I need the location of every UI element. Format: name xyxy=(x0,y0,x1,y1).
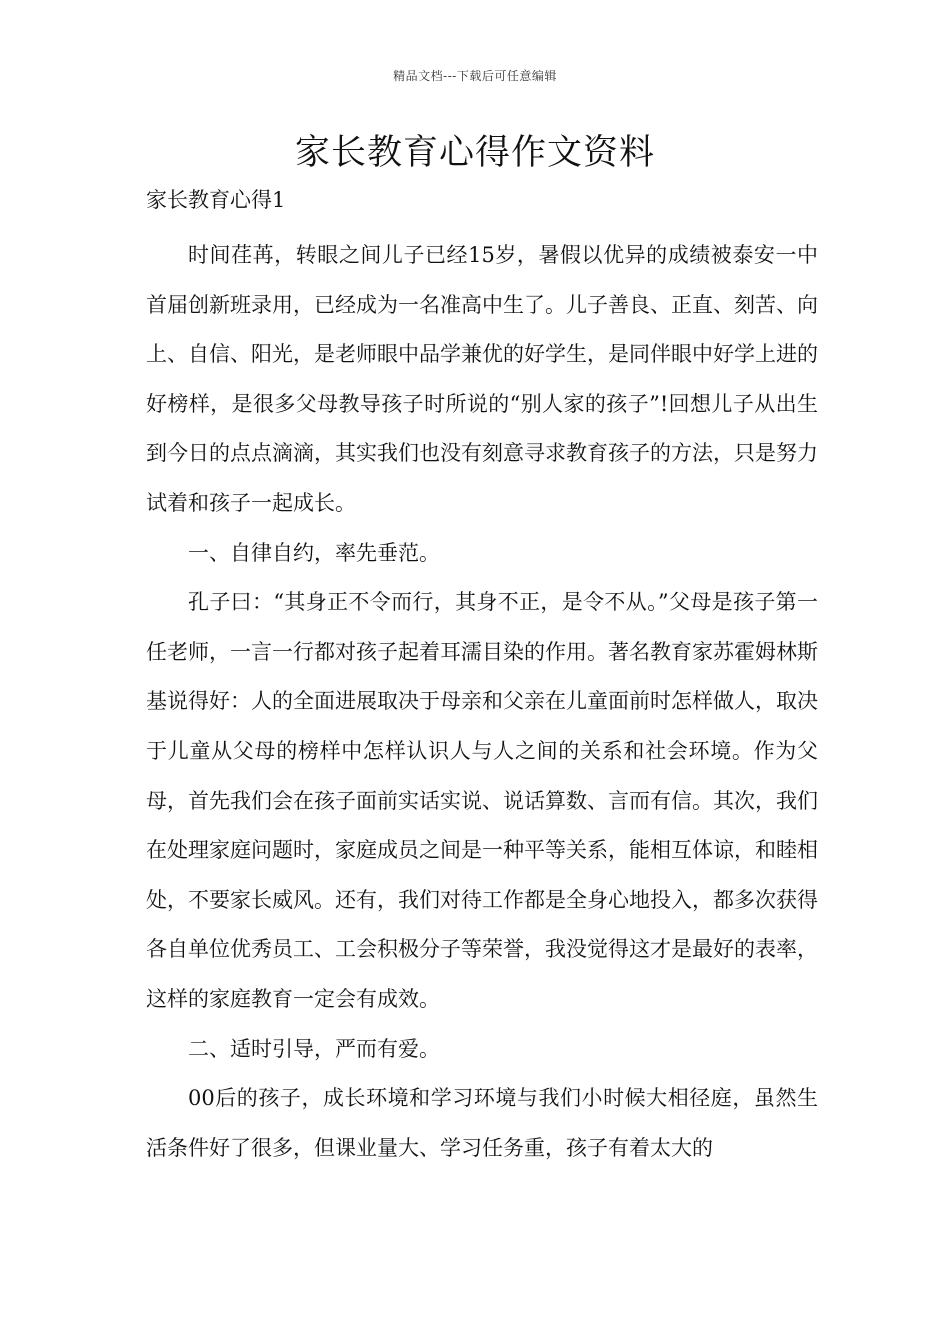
header-note: 精品文档---下载后可任意编辑 xyxy=(393,69,557,83)
paragraph-intro: 时间荏苒，转眼之间儿子已经15岁，暑假以优异的成绩被泰安一中首届创新班录用，已经成为一名准高中生了。儿子善良、正直、刻苦、向上、自信、阳光，是老师眼中品学兼优的好学生，是同伴眼中好学上进的好榜样，是很多父母教导孩子时所说的“别人家的孩子”!回想儿子从出生到今日的点点滴滴，其实我们也没有刻意寻求教育孩子的方法，只是努力试着和孩子一起成长。 xyxy=(146,243,818,515)
paragraph-section-2: 00后的孩子，成长环境和学习环境与我们小时候大相径庭，虽然生活条件好了很多，但课业量大、学习任务重，孩子有着太大的 xyxy=(146,1086,818,1160)
section-heading-1: 一、自律自约，率先垂范。 xyxy=(188,540,440,565)
paragraph-section-1: 孔子曰：“其身正不令而行，其身不正，是令不从。”父母是孩子第一任老师，一言一行都对孩子起着耳濡目染的作用。著名教育家苏霍姆林斯基说得好：人的全面进展取决于母亲和父亲在儿童面前时怎样做人，取决于儿童从父母的榜样中怎样认识人与人之间的关系和社会环境。作为父母，首先我们会在孩子面前实话实说、说话算数、言而有信。其次，我们在处理家庭问题时，家庭成员之间是一种平等关系，能相互体谅，和睦相处，不要家长威风。还有，我们对待工作都是全身心地投入，都多次获得各自单位优秀员工、工会积极分子等荣誉，我没觉得这才是最好的表率，这样的家庭教育一定会有成效。 xyxy=(146,590,818,1011)
document-subtitle: 家长教育心得1 xyxy=(146,188,286,212)
document-body xyxy=(146,231,818,1173)
document-title: 家长教育心得作文资料 xyxy=(294,133,655,173)
section-heading-2: 二、适时引导，严而有爱。 xyxy=(188,1036,440,1061)
